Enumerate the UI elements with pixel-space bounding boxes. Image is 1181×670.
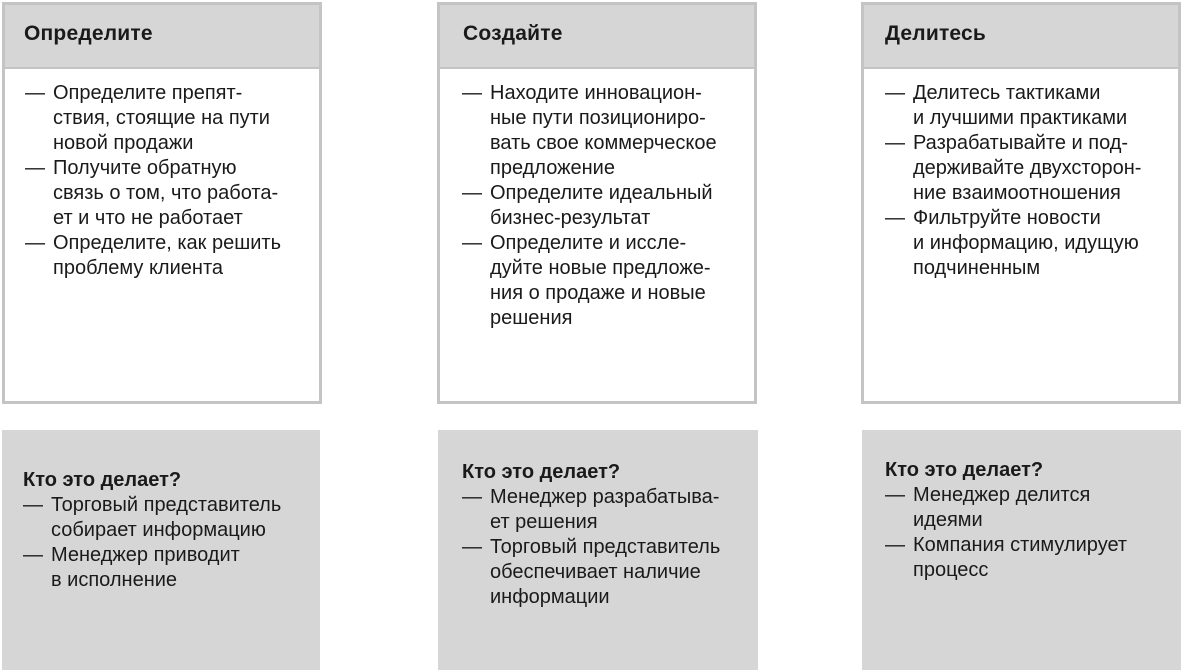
define-list: [25, 81, 315, 281]
share-card: [861, 2, 1181, 404]
list-item: — Определите, как решить проблему клиента: [25, 232, 281, 279]
share-list: [885, 81, 1179, 281]
list-item: — Получите обратную связь о том, что работа- ет и что не работает: [25, 157, 279, 229]
share-card-header: [864, 5, 1178, 69]
create-who-title: Кто это делает?: [462, 461, 621, 483]
create-list: [462, 81, 754, 331]
list-item: — Менеджер приводит в исполнение: [23, 544, 240, 591]
define-card-title: Определите: [24, 22, 153, 45]
define-who-box: [2, 430, 320, 670]
list-item: — Менеджер делится идеями: [885, 484, 1091, 531]
list-item: — Менеджер разрабатыва- ет решения: [462, 486, 720, 533]
create-card: [437, 2, 757, 404]
create-card-title: Создайте: [463, 22, 563, 45]
define-card: [2, 2, 322, 404]
share-card-title: Делитесь: [885, 22, 987, 45]
define-who-list: [23, 493, 313, 593]
list-item: — Компания стимулирует процесс: [885, 534, 1128, 581]
create-card-header: [440, 5, 754, 69]
list-item: — Определите препят- ствия, стоящие на пути новой продажи: [25, 82, 270, 154]
list-item: — Определите идеальный бизнес-результат: [462, 182, 713, 229]
share-who-list: [885, 483, 1177, 583]
create-who-box: [438, 430, 758, 670]
list-item: — Торговый представитель обеспечивает наличие информации: [462, 536, 721, 608]
share-who-title: Кто это делает?: [885, 459, 1044, 481]
define-card-header: [5, 5, 319, 69]
share-who-box: [862, 430, 1181, 670]
list-item: — Фильтруйте новости и информацию, идущую подчиненным: [885, 207, 1139, 279]
define-who-title: Кто это делает?: [23, 469, 182, 491]
list-item: — Определите и иссле- дуйте новые предложе- ния о продаже и новые решения: [462, 232, 711, 329]
list-item: — Разрабатывайте и под- держивайте двухсторон- ние взаимоотношения: [885, 132, 1142, 204]
list-item: — Торговый представитель собирает информацию: [23, 494, 282, 541]
list-item: — Находите инновацион- ные пути позициониро- вать свое коммерческое предложение: [462, 82, 717, 179]
list-item: — Делитесь тактиками и лучшими практиками: [885, 82, 1128, 129]
create-who-list: [462, 485, 754, 610]
